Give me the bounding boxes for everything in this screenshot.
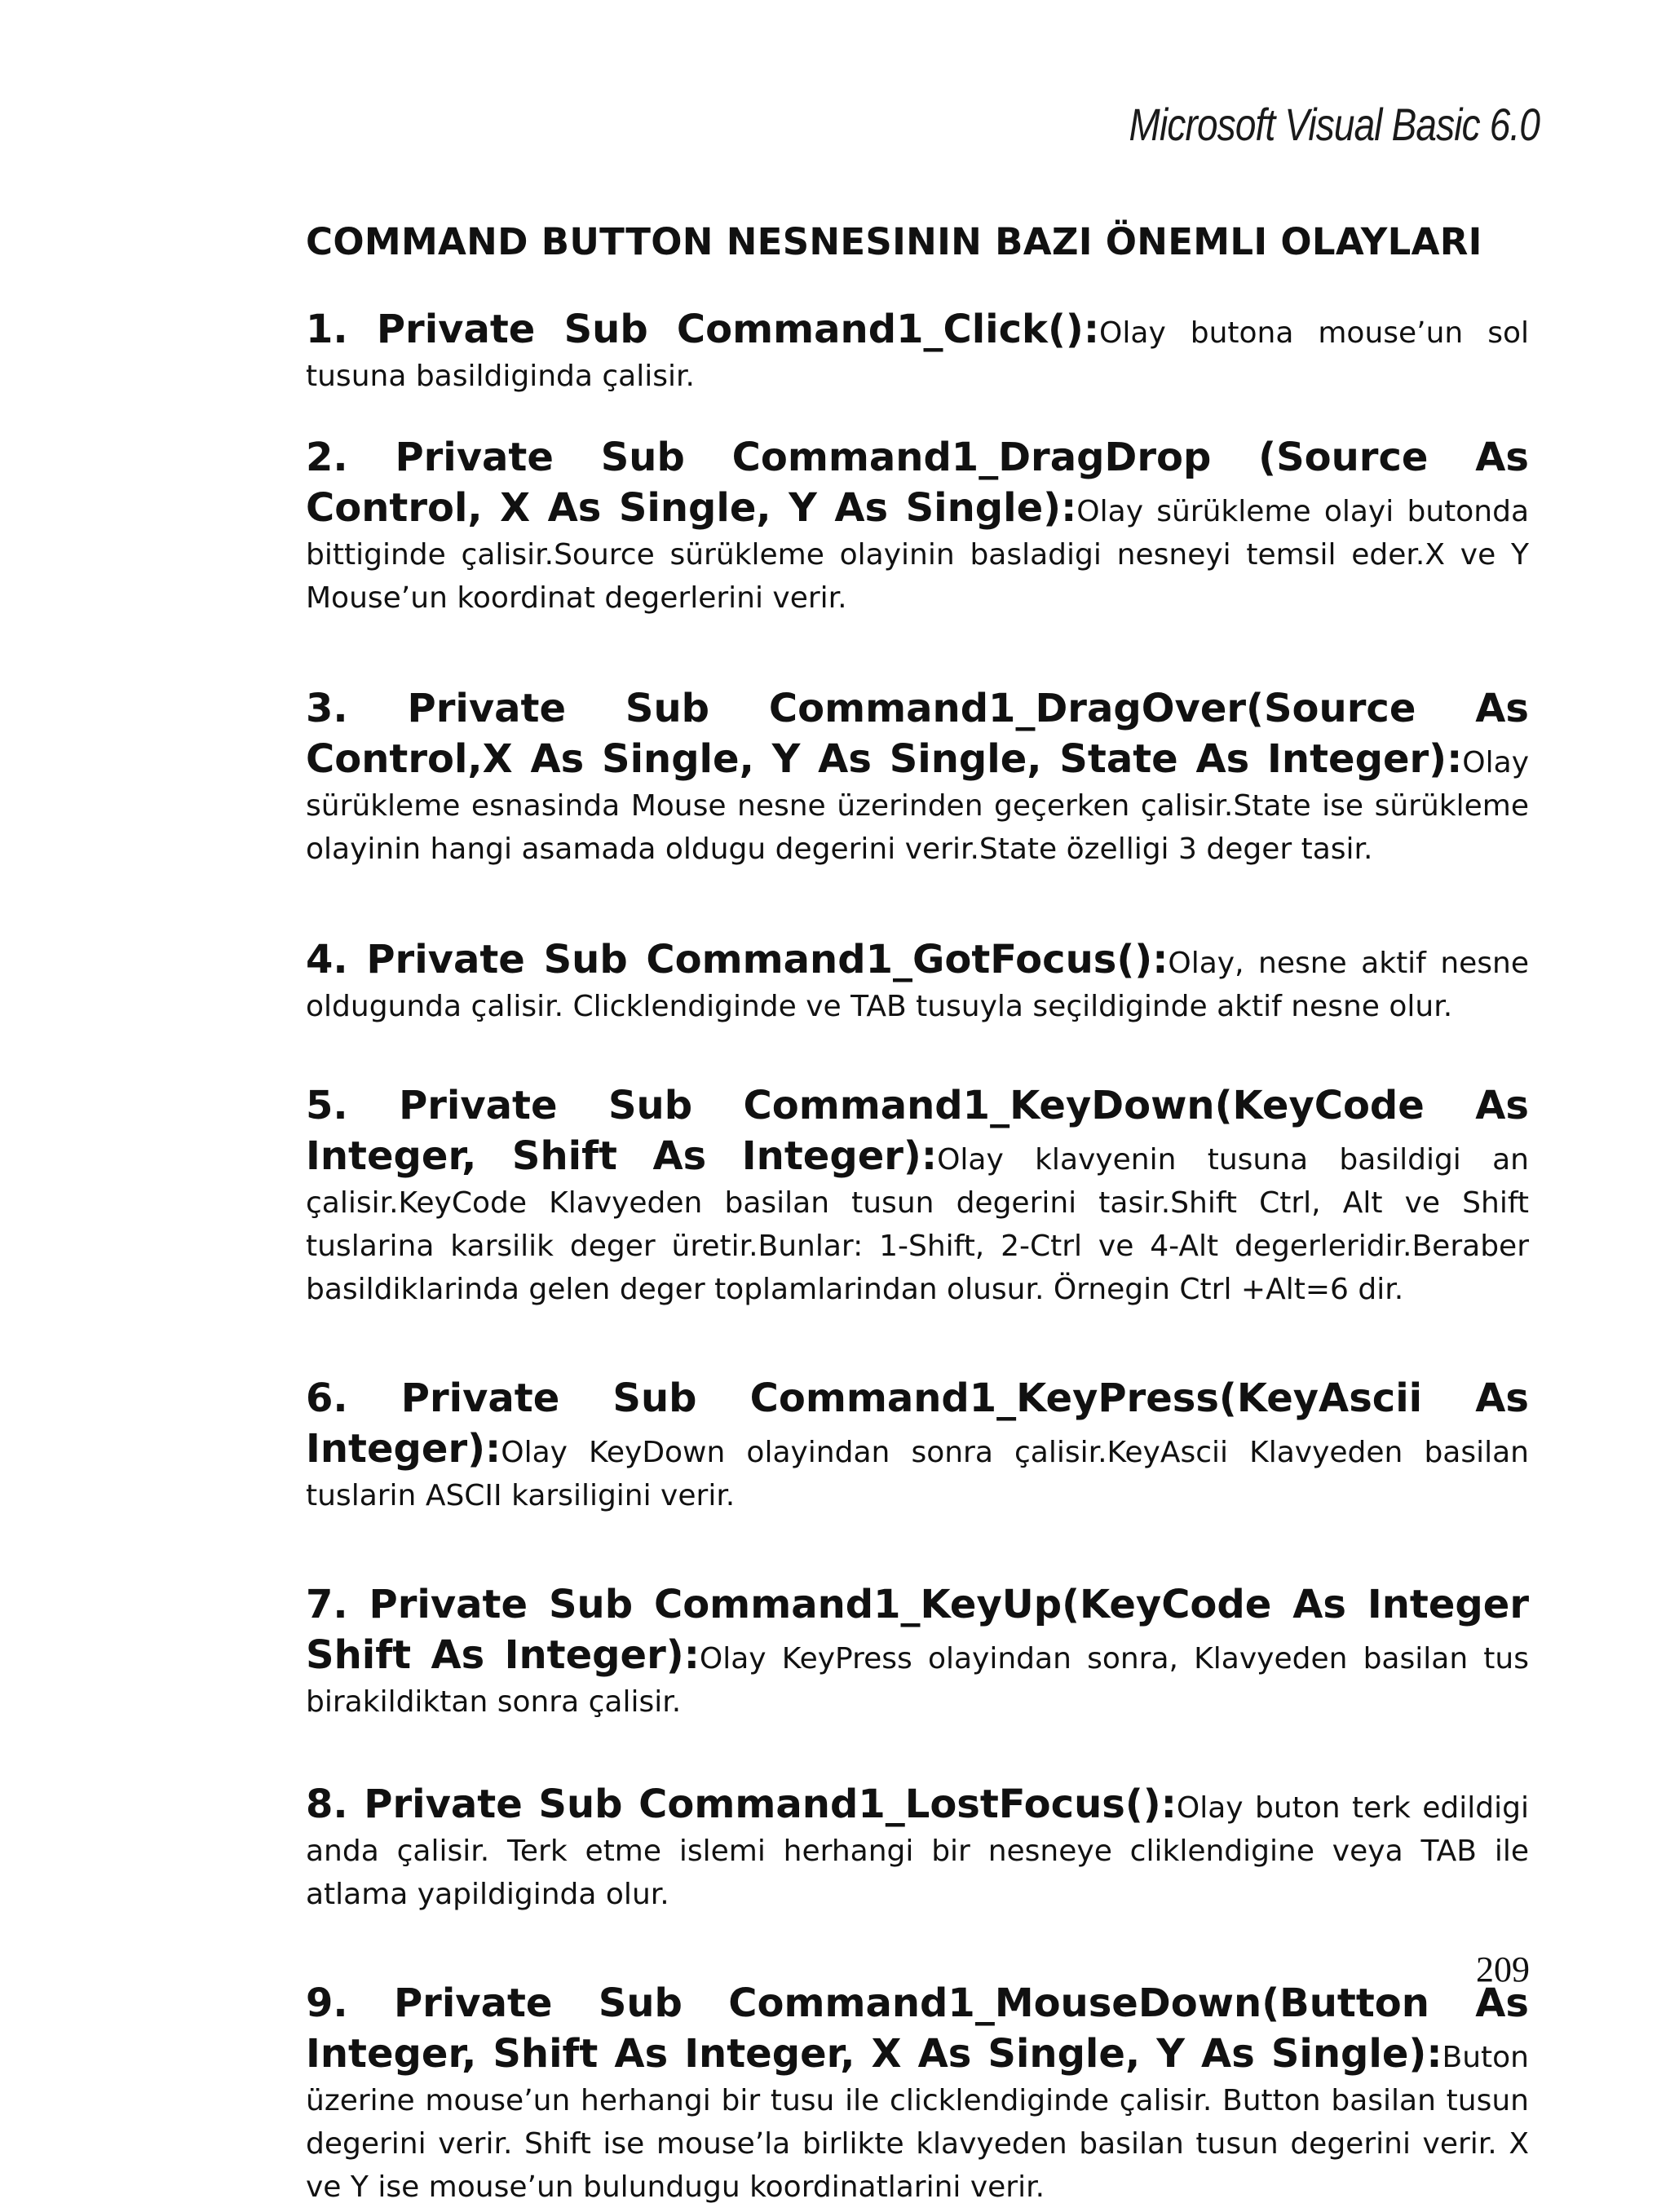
- event-description: Olay, nesne aktif nesne oldugunda çalisir. Clicklendiginde ve TAB tusuyla seçildiginde aktif nesne olur.: [306, 947, 1530, 1023]
- event-description: Olay butona mouse’un sol tusuna basildiginda çalisir.: [306, 316, 1529, 393]
- event-signature: 2. Private Sub Command1_DragDrop (Source As Control, X As Single, Y As Single):: [306, 435, 1529, 531]
- running-header: Microsoft Visual Basic 6.0: [1129, 99, 1540, 150]
- event-item-lostfocus: [306, 1782, 1529, 1919]
- event-description: Buton üzerine mouse’un herhangi bir tusu ile clicklendiginde çalisir. Button basilan tusun degerini verir. Shift ise mouse’la birlikte klavyeden basilan tusun degerini verir. X ve Y ise mouse’un bulundugu koordinatlarini verir.: [306, 2041, 1529, 2204]
- event-item-keydown: [306, 1084, 1529, 1314]
- event-signature: 8. Private Sub Command1_LostFocus():: [306, 1782, 1177, 1827]
- page-content: [306, 220, 1529, 2212]
- event-description: Olay KeyPress olayindan sonra, Klavyeden basilan tus birakildiktan sonra çalisir.: [306, 1642, 1529, 1719]
- event-item-dragover: [306, 687, 1529, 874]
- event-signature: 1. Private Sub Command1_Click():: [306, 307, 1100, 352]
- event-signature: 9. Private Sub Command1_MouseDown(Button As Integer, Shift As Integer, X As Single, Y As Single):: [306, 1980, 1529, 2077]
- event-description: Olay sürükleme esnasinda Mouse nesne üzerinden geçerken çalisir.State ise sürükleme olayinin hangi asamada oldugu degerini verir.State özelligi 3 deger tasir.: [306, 746, 1529, 866]
- event-description: Olay KeyDown olayindan sonra çalisir.KeyAscii Klavyeden basilan tuslarin ASCII karsiligini verir.: [306, 1436, 1529, 1512]
- event-description: Olay buton terk edildigi anda çalisir. Terk etme islemi herhangi bir nesneye cliklendigine veya TAB ile atlama yapildiginda olur.: [306, 1791, 1529, 1911]
- event-description: Olay klavyenin tusuna basildigi an çalisir.KeyCode Klavyeden basilan tusun degerini tasir.Shift Ctrl, Alt ve Shift tuslarina karsilik deger üretir.Bunlar: 1-Shift, 2-Ctrl ve 4-Alt degerleridir.Beraber basildiklarinda gelen deger toplamlarindan olusur. Örnegin Ctrl +Alt=6 dir.: [306, 1143, 1529, 1306]
- event-signature: 3. Private Sub Command1_DragOver(Source As Control,X As Single, Y As Single, State As Integer):: [306, 686, 1529, 782]
- event-signature: 5. Private Sub Command1_KeyDown(KeyCode As Integer, Shift As Integer):: [306, 1083, 1529, 1179]
- event-description: Olay sürükleme olayi butonda bittiginde çalisir.Source sürükleme olayinin basladigi nesneyi temsil eder.X ve Y Mouse’un koordinat degerlerini verir.: [306, 495, 1529, 615]
- event-signature: 7. Private Sub Command1_KeyUp(KeyCode As Integer Shift As Integer):: [306, 1582, 1529, 1678]
- event-item-dragdrop: [306, 435, 1529, 623]
- event-item-keyup: [306, 1583, 1529, 1727]
- event-item-keypress: [306, 1376, 1529, 1521]
- event-item-mousedown: [306, 1981, 1529, 2212]
- event-signature: 6. Private Sub Command1_KeyPress(KeyAscii As Integer):: [306, 1375, 1529, 1472]
- event-item-click: [306, 307, 1529, 401]
- event-signature: 4. Private Sub Command1_GotFocus():: [306, 937, 1169, 982]
- page-number: 209: [1476, 1949, 1530, 1989]
- event-item-gotfocus: [306, 938, 1529, 1031]
- section-title: COMMAND BUTTON NESNESININ BAZI ÖNEMLI OLAYLARI: [306, 220, 1482, 263]
